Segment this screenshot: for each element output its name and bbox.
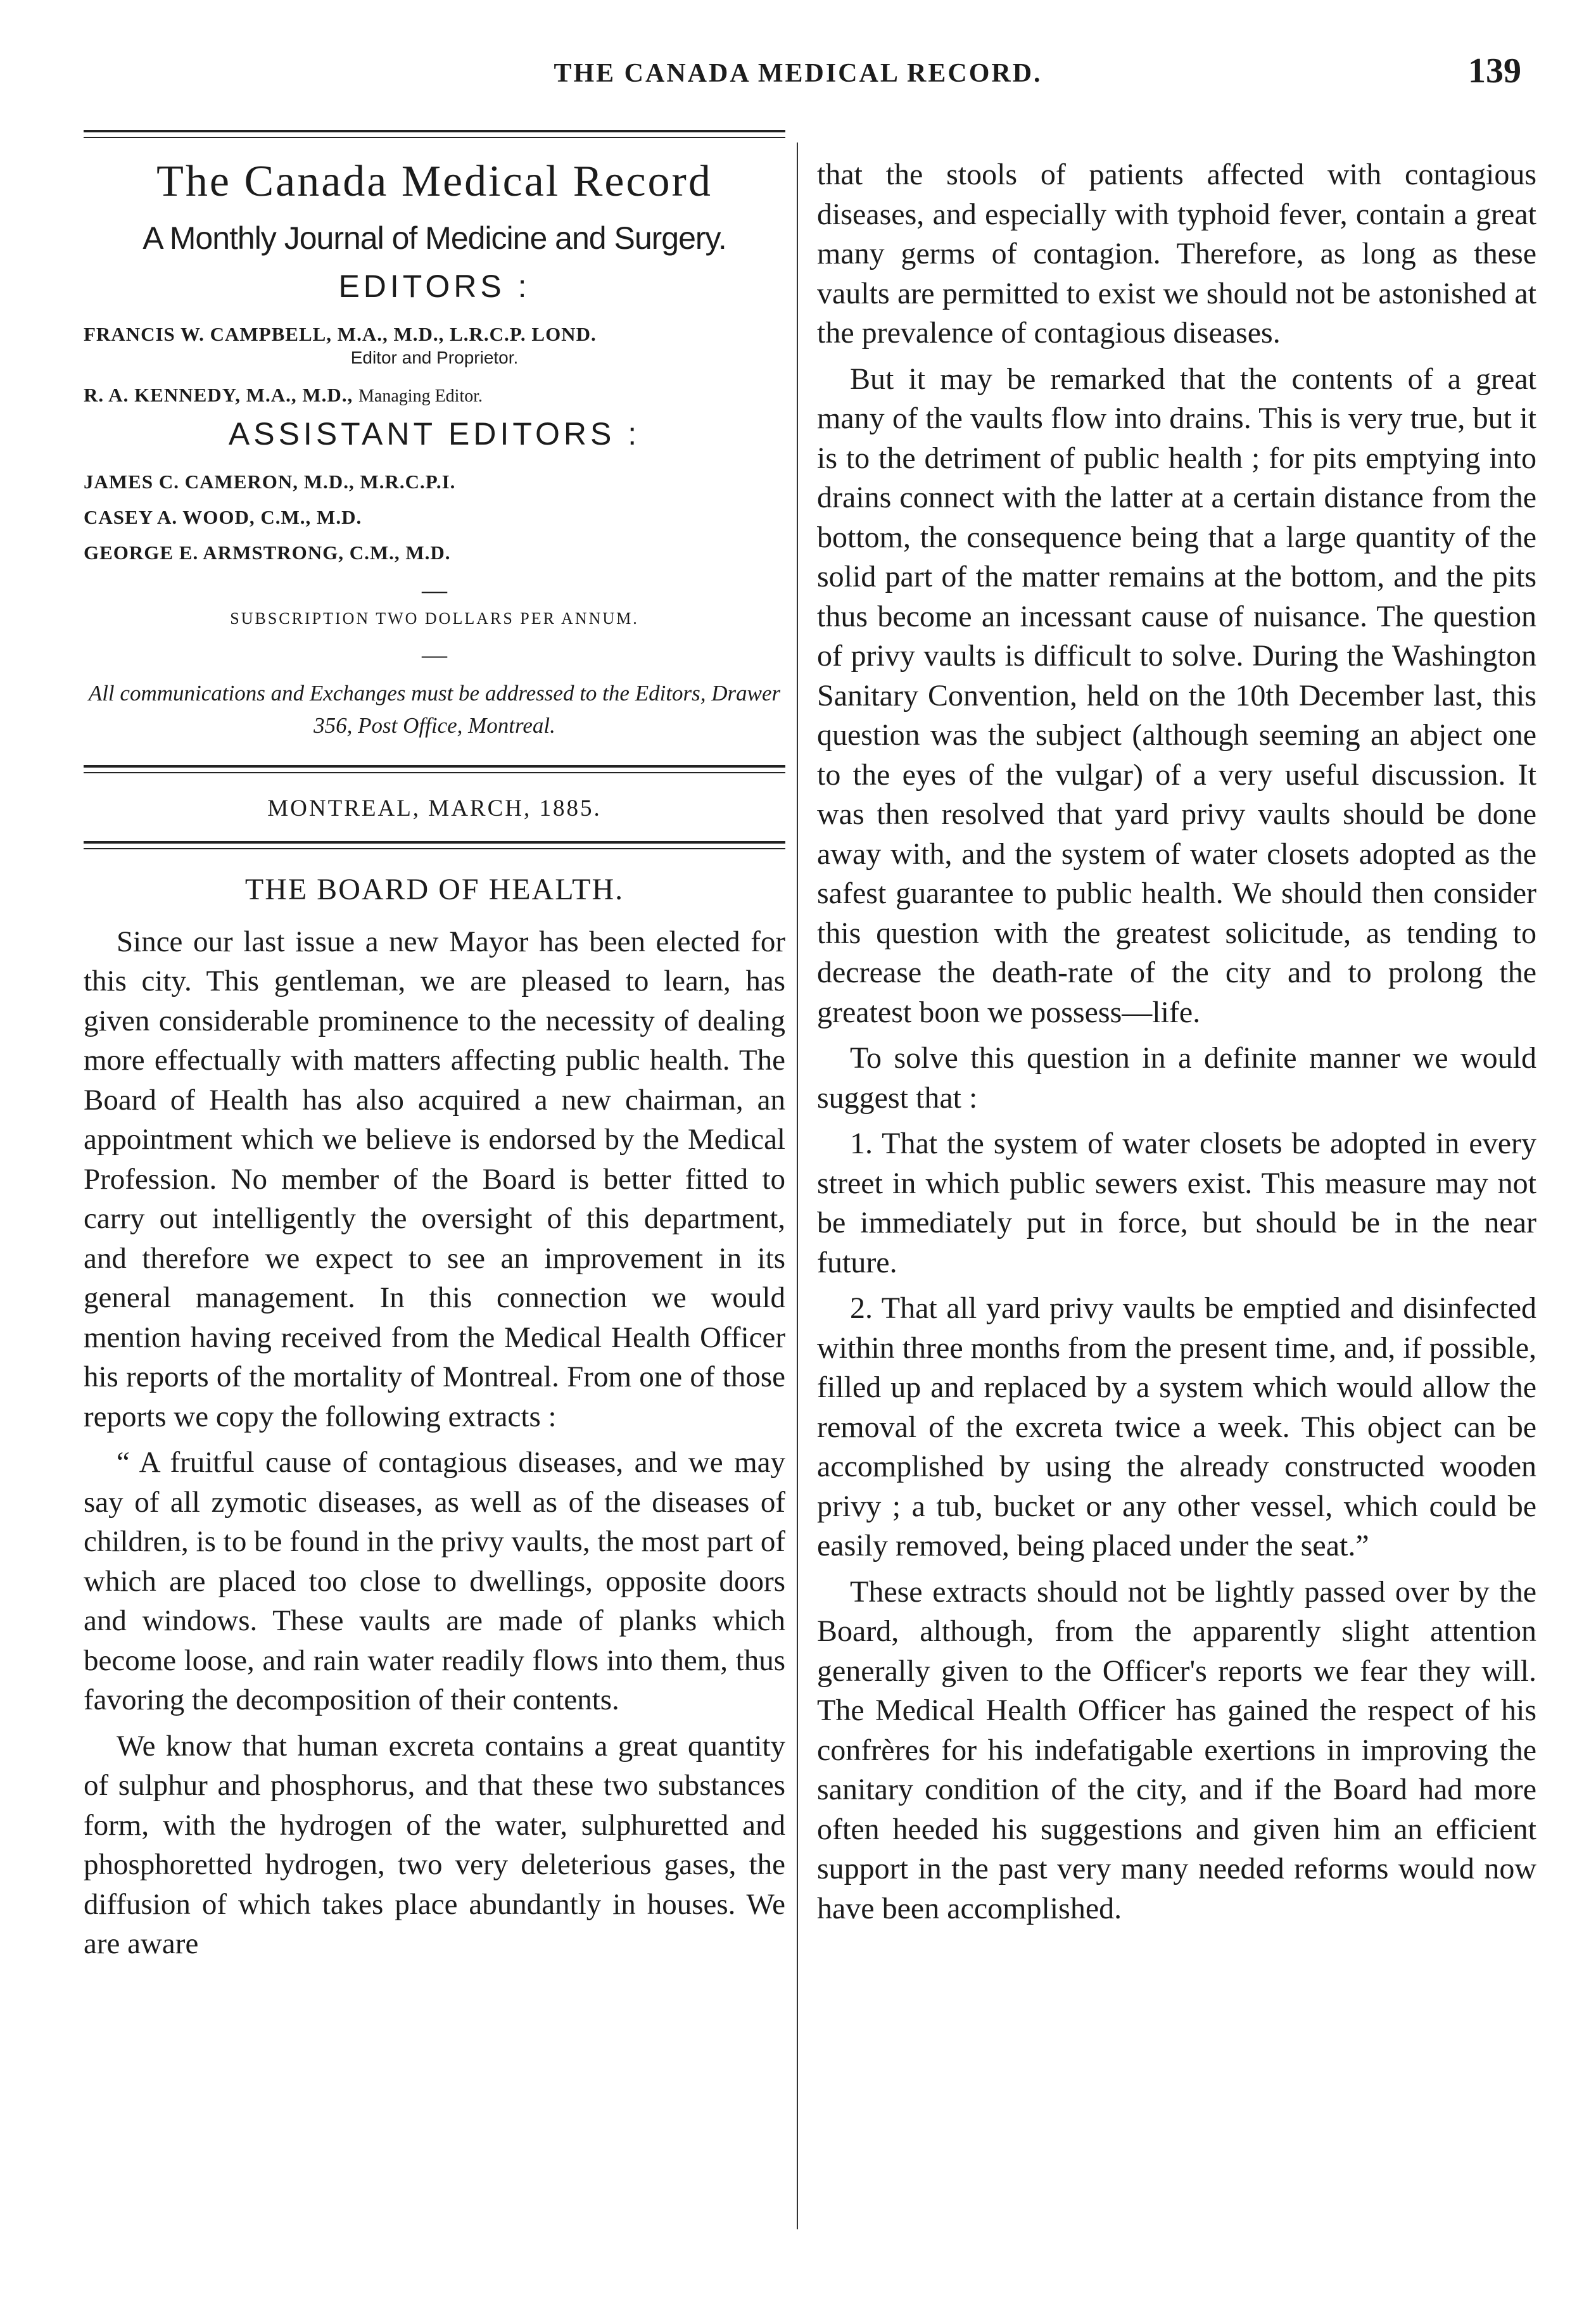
assistant-editor: GEORGE E. ARMSTRONG, C.M., M.D. [84, 542, 451, 564]
editors-heading: EDITORS : [338, 269, 531, 304]
article-paragraph: that the stools of patients affected with contagious diseases, and especially with typhoid fever, contain a great many germs of contagion. Therefore, as long as these vaults are permitted to exist we should not be astonished at the prevalence of contagious diseases. [817, 158, 1536, 350]
managing-editor-role: Managing Editor. [358, 386, 483, 407]
article-paragraph: These extracts should not be lightly passed over by the Board, although, from the apparently slight attention generally given to the Officer's reports we fear they will. The Medical Health Officer has gained the respect of his confrères for his indefatigable exertions in improving the sanitary condition of the city, and if the Board had more often heeded his suggestions and given him an efficient support in the past very many needed reforms would now have been accomplished. [817, 1574, 1536, 1925]
article-paragraph: But it may be remarked that the contents of a great many of the vaults flow into drains. This is very true, but it is to the detriment of public health ; for pits emptying into drains connect with the latter at a certain distance from the bottom, the consequence being that a large quantity of the solid part of the matter remains at the bottom, and the pits thus become an incessant cause of nuisance. The question of privy vaults is difficult to solve. During the Washington Sanitary Convention, held on the 10th December last, this question was the subject (although seeming an abject one to the eyes of the vulgar) of a very useful discussion. It was then resolved that yard privy vaults should be done away with, and the system of water closets adopted as the safest guarantee to public health. We should then consider this question with the greatest solicitude, as tending to decrease the death-rate of the city and to prolong the greatest boon we possess—life. [817, 362, 1536, 1029]
page-number: 139 [1468, 51, 1521, 91]
article-paragraph: To solve this question in a definite manner we would suggest that : [817, 1041, 1536, 1115]
column-divider [797, 142, 798, 2229]
dateline-rule [84, 841, 785, 849]
assistant-editors-heading: ASSISTANT EDITORS : [228, 415, 641, 452]
editor-role: Editor and Proprietor. [350, 348, 519, 368]
assistant-editor: JAMES C. CAMERON, M.D., M.R.C.P.I. [84, 470, 456, 493]
article-paragraph: 2. That all yard privy vaults be emptied and disinfected within three months from the present time, and, if possible, filled up and replaced by a system which would allow the removal of the excreta twice a week. This object can be accomplished by using the already constructed wooden privy ; a tub, bucket or any other vessel, which could be easily removed, being placed under the seat.” [817, 1291, 1536, 1562]
article-paragraph: We know that human excreta contains a great quantity of sulphur and phosphorus, and that these two substances form, with the hydrogen of the water, sulphuretted and phosphoretted hydrogen, two very deleterious gases, the diffusion of which takes place abundantly in houses. We are aware [84, 1729, 785, 1961]
editor-name: FRANCIS W. CAMPBELL, M.A., M.D., L.R.C.P. LOND. [84, 323, 597, 345]
running-head [0, 51, 1596, 109]
masthead-top-rule [84, 130, 785, 138]
dateline: MONTREAL, MARCH, 1885. [267, 795, 602, 821]
assistant-editor: CASEY A. WOOD, C.M., M.D. [84, 505, 362, 528]
separator-dash: — [422, 576, 447, 605]
article-paragraph: “ A fruitful cause of contagious diseases, and we may say of all zymotic diseases, as well as of the diseases of children, is to be found in the privy vaults, the most part of which are placed too close to dwellings, opposite doors and windows. These vaults are made of planks which become loose, and rain water readily flows into them, thus favoring the decomposition of their contents. [84, 1446, 785, 1717]
subscription-notice: SUBSCRIPTION TWO DOLLARS PER ANNUM. [230, 609, 639, 628]
masthead-title: The Canada Medical Record [156, 157, 712, 206]
article-title: THE BOARD OF HEALTH. [244, 872, 624, 906]
managing-editor-name: R. A. KENNEDY, M.A., M.D., [84, 384, 353, 407]
communications-notice: All communications and Exchanges must be addressed to the Editors, Drawer 356, Post Office, Montreal. [88, 681, 781, 738]
masthead-bottom-rule [84, 765, 785, 773]
managing-editor-line [84, 384, 785, 407]
article-paragraph: 1. That the system of water closets be adopted in every street in which public sewers exist. This measure may not be immediately put in force, but should be in the near future. [817, 1127, 1536, 1279]
article-paragraph: Since our last issue a new Mayor has been elected for this city. This gentleman, we are pleased to learn, has given considerable prominence to the necessity of dealing more effectually with matters affecting public health. The Board of Health has also acquired a new chairman, an appointment which we believe is endorsed by the Medical Profession. No member of the Board is better fitted to carry out intelligently the oversight of this department, and therefore we expect to see an improvement in its general management. In this connection we would mention having received from the Medical Health Officer his reports of the mortality of Montreal. From one of those reports we copy the following extracts : [84, 925, 785, 1433]
right-column [817, 130, 1536, 1935]
running-head-title: THE CANADA MEDICAL RECORD. [554, 59, 1042, 88]
left-column [84, 130, 785, 1970]
separator-dash: — [422, 640, 447, 669]
masthead-subtitle: A Monthly Journal of Medicine and Surgery. [142, 220, 726, 256]
